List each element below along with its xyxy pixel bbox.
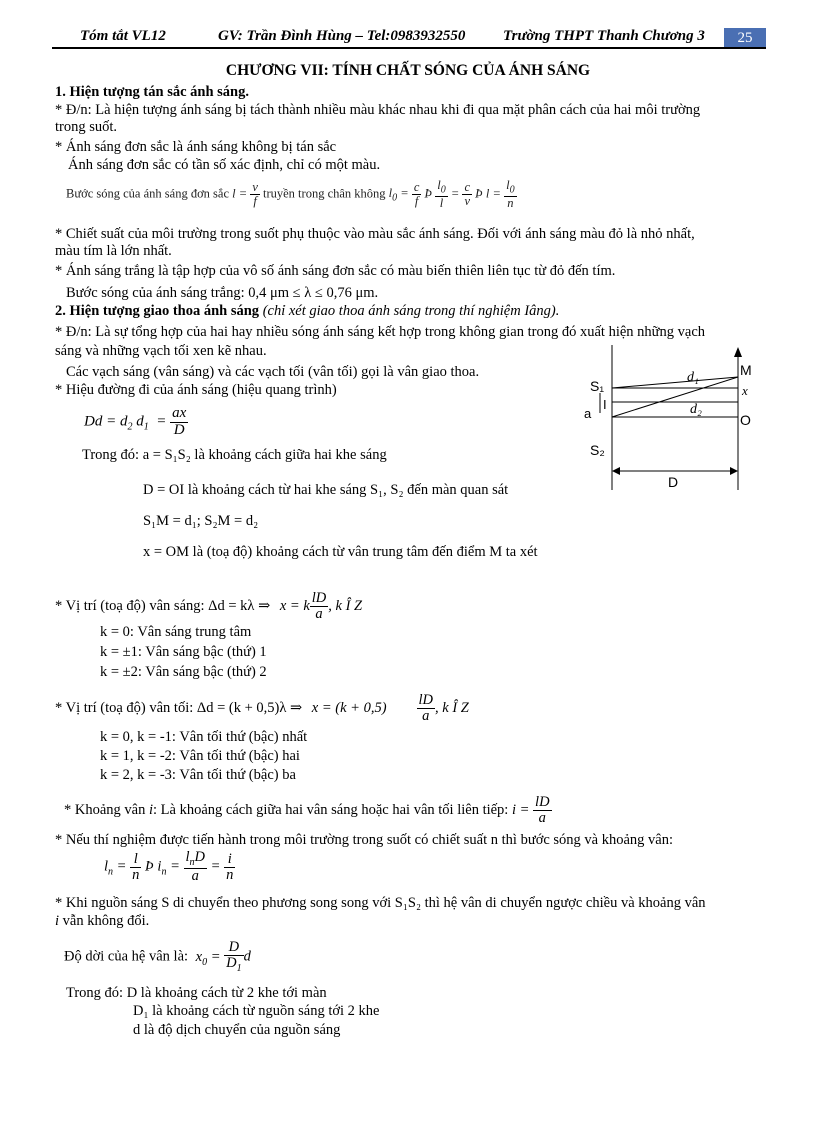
section2-heading: 2. Hiện tượng giao thoa ánh sáng	[55, 303, 260, 319]
where-d-shift: d là độ dịch chuyển của nguồn sáng	[133, 1022, 341, 1038]
where-d: S₁M = d₁; S₂M = d₂	[143, 513, 259, 529]
where-D-screen: Trong đó: D là khoảng cách từ 2 khe tới màn	[66, 985, 327, 1001]
fringe-spacing-a: * Khoảng vân	[64, 802, 146, 819]
label-S2: S₂	[590, 442, 605, 458]
s1-line8: * Ánh sáng trắng là tập hợp của vô số ánh sáng đơn sắc có màu biến thiên liên tục từ đỏ đến tím.	[55, 263, 616, 279]
x-axis-arrow-icon	[734, 347, 742, 357]
chapter-title: CHƯƠNG VII: TÍNH CHẤT SÓNG CỦA ÁNH SÁNG	[225, 62, 591, 79]
label-D: D	[668, 474, 679, 490]
path-difference-formula: $Dd = d_2$ $d_1$ = $\frac{ax}{D}$	[84, 405, 187, 438]
bright-k1: k = ±1: Vân sáng bậc (thứ) 1	[100, 644, 267, 660]
label-S1: S₁	[590, 378, 605, 394]
s2-line2: sáng và những vạch tối xen kẽ nhau.	[55, 343, 267, 359]
s1-line1: * Đ/n: Là hiện tượng ánh sáng bị tách thành nhiều màu khác nhau khi đi qua mặt phân cách của hai môi trường	[55, 102, 701, 118]
s1-line2: trong suốt.	[55, 119, 118, 135]
header-school: Trường THPT Thanh Chương 3	[503, 28, 705, 44]
fringe-spacing-row: * Khoảng vân i: Là khoảng cách giữa hai vân sáng hoặc hai vân tối liên tiếp: i = $\frac{lD}{a}$	[64, 794, 550, 827]
header-subject: Tóm tắt VL12	[80, 28, 166, 44]
where-x: x = OM là (toạ độ) khoảng cách từ vân trung tâm đến điểm M ta xét	[143, 544, 538, 560]
s2-line4: * Hiệu đường đi của ánh sáng (hiệu quang trình)	[55, 382, 337, 398]
where-D1: D₁ là khoảng cách từ nguồn sáng tới 2 khe	[133, 1003, 380, 1019]
label-d2: d₂	[690, 402, 702, 417]
where-D: D = OI là khoảng cách từ hai khe sáng S₁, S₂ đến màn quan sát	[143, 482, 509, 498]
section1-heading: 1. Hiện tượng tán sắc ánh sáng.	[55, 84, 249, 100]
move-line2-row: i vẫn không đổi.	[55, 913, 150, 929]
s1-line7: màu tím là lớn nhất.	[55, 243, 172, 259]
where-a: Trong đó: a = S₁S₂ là khoảng cách giữa hai khe sáng	[82, 447, 387, 463]
s1-wavelength-formula: Bước sóng của ánh sáng đơn sắc l = $\frac{v}{f}$ truyền trong chân không $l_0$ = $\frac{c}{f}$ Þ $\frac{l_0}{l}$ = $\frac{c}{v}$ Þ l = $\frac{l_0}{n}$	[66, 178, 515, 210]
dark-k0: k = 0, k = -1: Vân tối thứ (bậc) nhất	[100, 729, 308, 745]
s1-line6: * Chiết suất của môi trường trong suốt phụ thuộc vào màu sắc ánh sáng. Đối với ánh sáng màu đỏ là nhỏ nhất,	[55, 226, 695, 242]
s2-line1: * Đ/n: Là sự tổng hợp của hai hay nhiều sóng ánh sáng kết hợp trong không gian trong đó xuất hiện những vạch	[55, 324, 706, 340]
s1-line5b: truyền trong chân không	[263, 186, 386, 201]
header-teacher: GV: Trần Đình Hùng – Tel:0983932550	[218, 28, 466, 44]
label-x: x	[742, 383, 748, 398]
shift-row: Độ dời của hệ vân là: $x_0$ = $\frac{D}{D_1}$ d	[64, 939, 251, 975]
move-line1: * Khi nguồn sáng S di chuyển theo phương song song với S₁S₂ thì hệ vân di chuyển ngược chiều và khoảng vân	[55, 895, 706, 911]
label-d1: d₁	[687, 370, 699, 385]
medium-line: * Nếu thí nghiệm được tiến hành trong môi trường trong suốt có chiết suất n thì bước sóng và khoảng vân:	[55, 832, 674, 848]
move-line2: vẫn không đổi.	[62, 913, 150, 929]
bright-fringe-row: * Vị trí (toạ độ) vân sáng: Δd = kλ ⇒ x = k $\frac{lD}{a}$ , k Î Z	[55, 590, 363, 623]
bright-fringe-text: * Vị trí (toạ độ) vân sáng: Δd = kλ ⇒	[55, 598, 271, 615]
young-experiment-diagram	[580, 345, 780, 495]
section2-heading-note: (chỉ xét giao thoa ánh sáng trong thí nghiệm Iâng).	[262, 303, 560, 319]
dark-fringe-text: * Vị trí (toạ độ) vân tối: Δd = (k + 0,5)λ ⇒	[55, 700, 303, 717]
label-M: M	[740, 362, 752, 378]
dark-k2: k = 2, k = -3: Vân tối thứ (bậc) ba	[100, 767, 296, 783]
label-O: O	[740, 412, 751, 428]
dark-k1: k = 1, k = -2: Vân tối thứ (bậc) hai	[100, 748, 300, 764]
shift-label: Độ dời của hệ vân là:	[64, 948, 189, 965]
fringe-spacing-b: : Là khoảng cách giữa hai vân sáng hoặc hai vân tối liên tiếp:	[153, 802, 509, 819]
medium-formula: $l_n$ = $\frac{l}{n}$ Þ $i_n$ = $\frac{l_nD}{a}$ = $\frac{i}{n}$	[104, 849, 234, 885]
bright-k2: k = ±2: Vân sáng bậc (thứ) 2	[100, 664, 267, 680]
header-rule	[52, 47, 766, 49]
arrow-left-icon	[612, 467, 620, 475]
section2-heading-row	[55, 303, 559, 320]
s1-line9: Bước sóng của ánh sáng trắng: 0,4 μm ≤ λ ≤ 0,76 μm.	[66, 285, 379, 301]
page-number: 25	[724, 28, 766, 48]
dark-fringe-row: * Vị trí (toạ độ) vân tối: Δd = (k + 0,5)λ ⇒ x = (k + 0,5) $\frac{lD}{a}$ , k Î Z	[55, 692, 469, 725]
s1-line5a: Bước sóng của ánh sáng đơn sắc	[66, 186, 230, 201]
s2-line3: Các vạch sáng (vân sáng) và các vạch tối (vân tối) gọi là vân giao thoa.	[66, 364, 480, 380]
arrow-right-icon	[730, 467, 738, 475]
bright-k0: k = 0: Vân sáng trung tâm	[100, 624, 252, 640]
s1-line3: * Ánh sáng đơn sắc là ánh sáng không bị tán sắc	[55, 139, 337, 155]
label-a: a	[584, 406, 592, 421]
label-I: I	[603, 397, 607, 412]
s1-line4: Ánh sáng đơn sắc có tần số xác định, chỉ có một màu.	[68, 157, 381, 173]
